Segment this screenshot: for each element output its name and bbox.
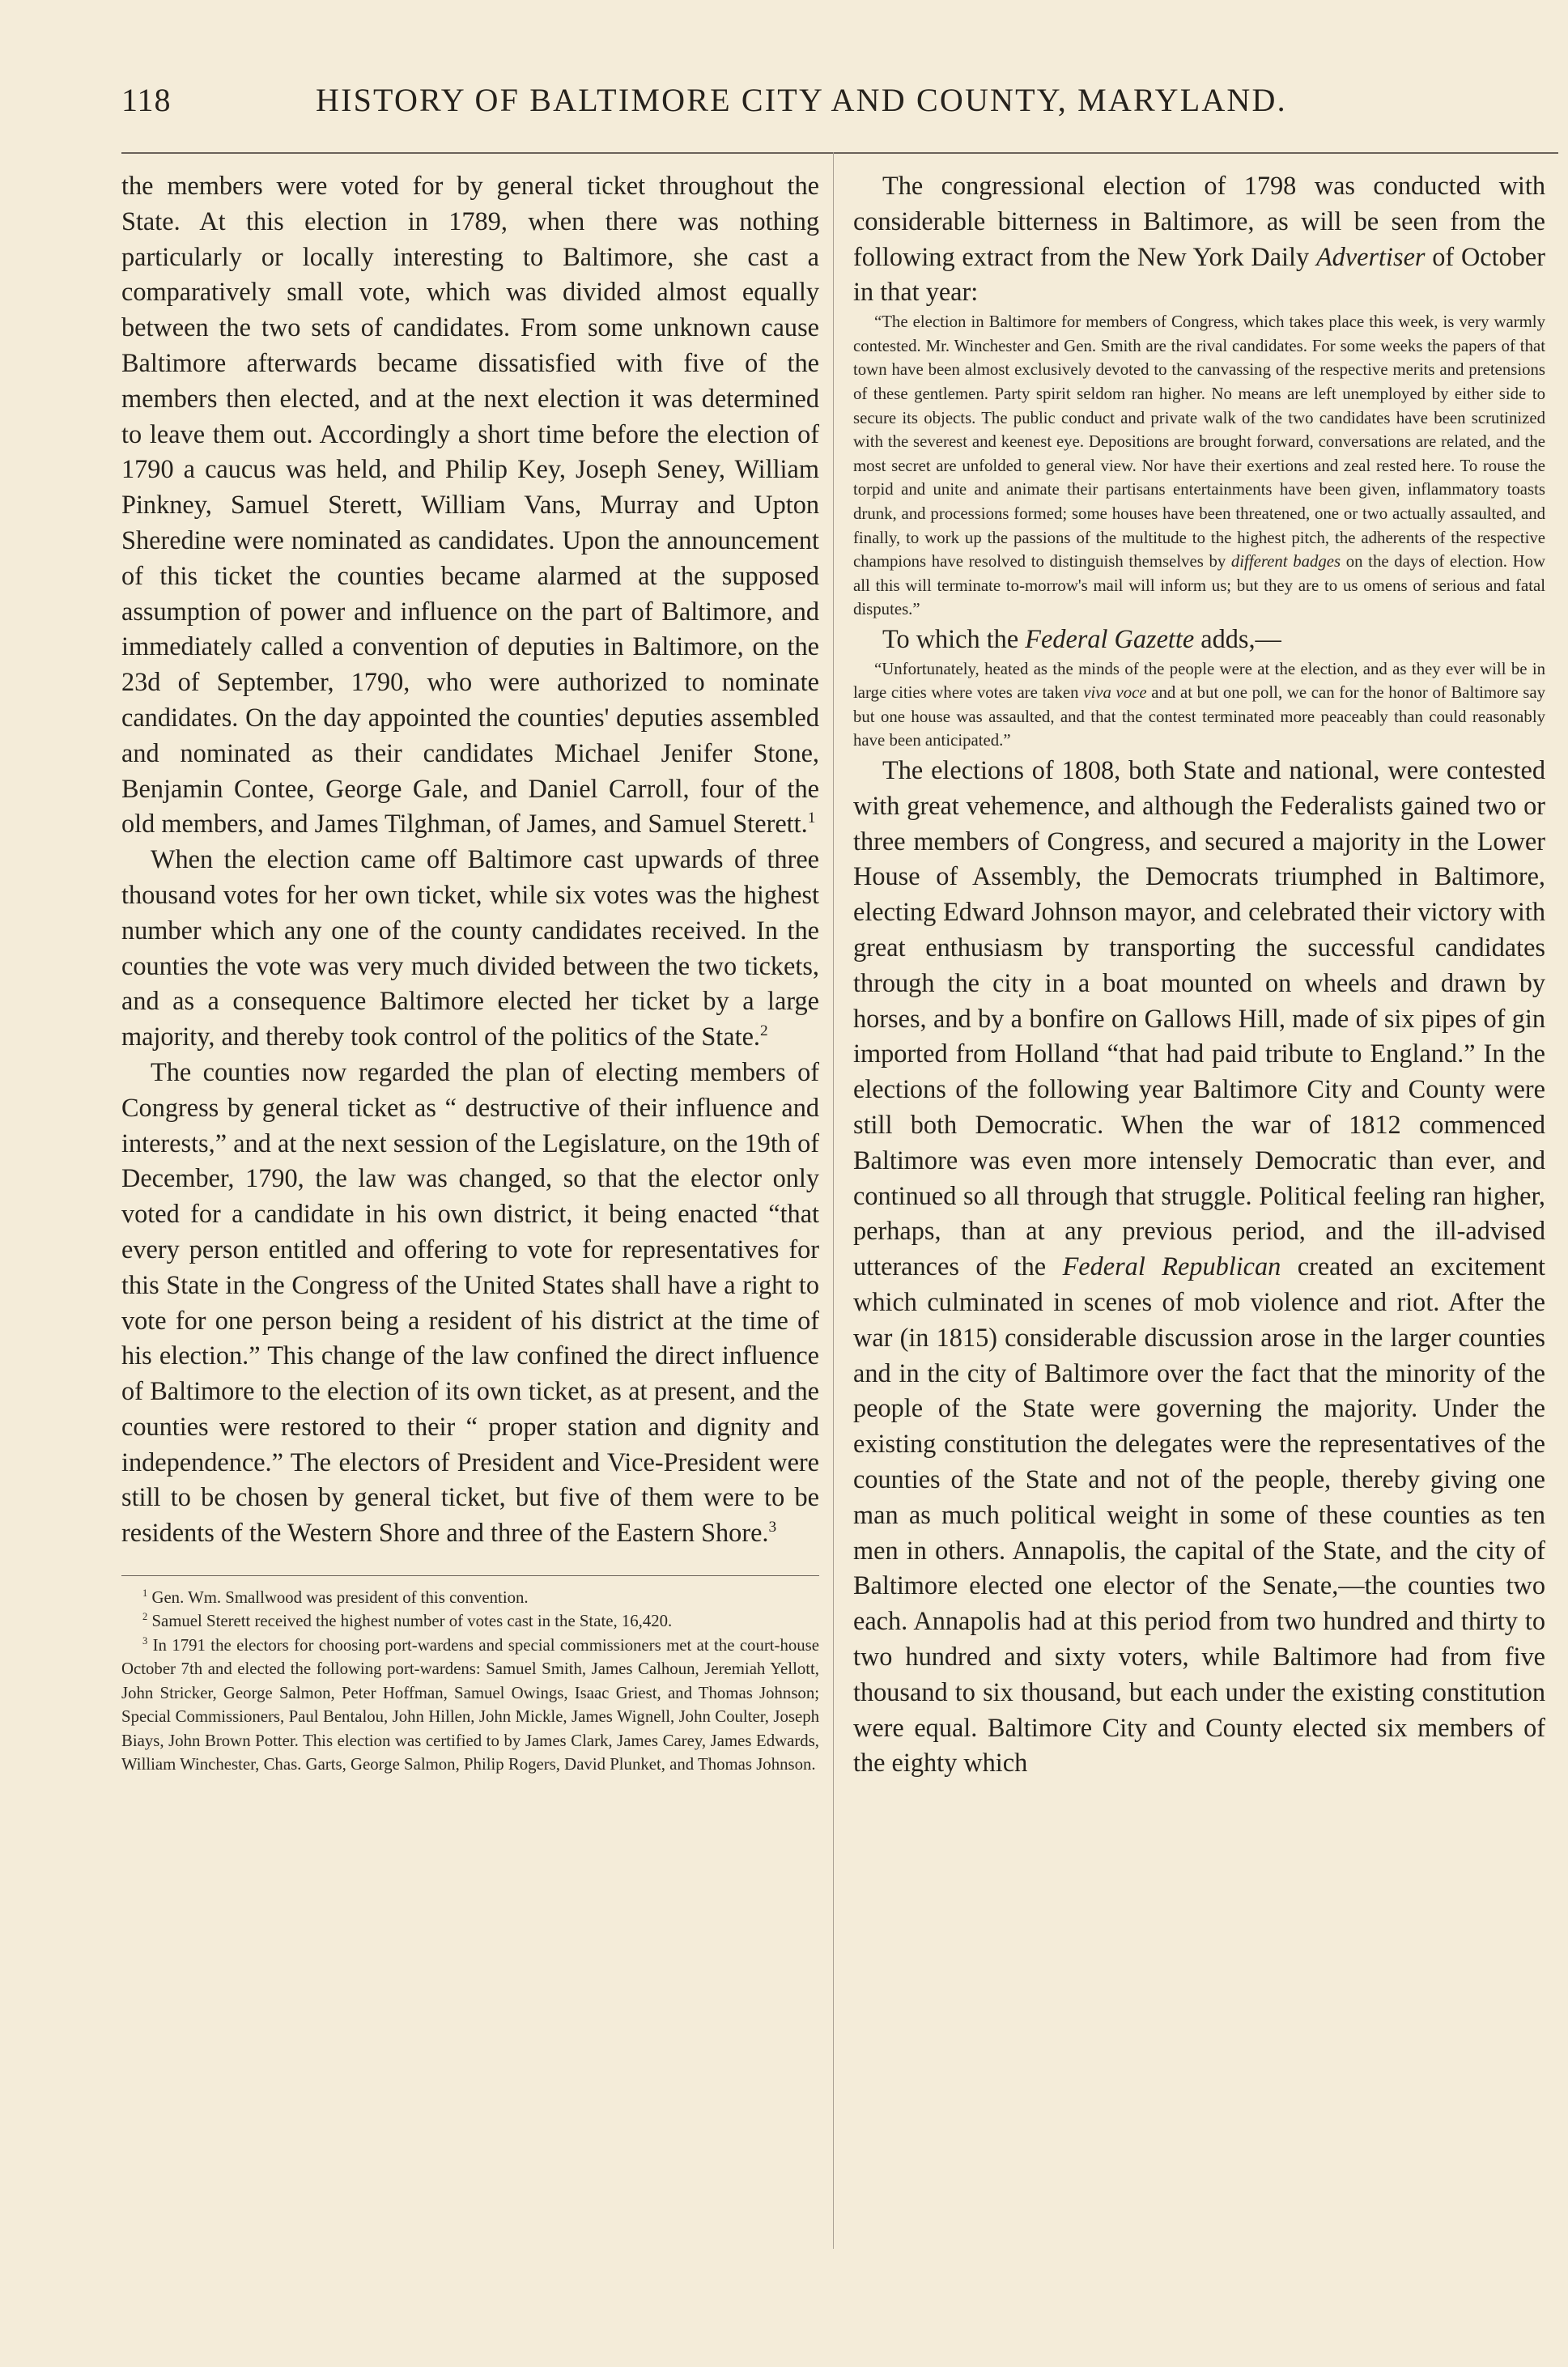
paragraph-text: The elections of 1808, both State and national, were contested with great vehemence, and although the Federalists gained two or three members of Congress, and secured a majority in the Lower House of Assembly, the Democrats triumphed in Baltimore, electing Edward Johnson mayor, and celebrated their victory with great enthusiasm by transporting the successful candidates through the city in a boat mounted on wheels and drawn by horses, and by a bonfire on Gallows Hill, made of six pipes of gin imported from Holland “that had paid tribute to England.” In the elections of the following year Baltimore City and County were still both Democratic. When the war of 1812 commenced Baltimore was even more intensely Democratic than ever, and continued so all through that struggle. Political feeling ran higher, perhaps, than at any previous period, and the ill-advised utterances of the — [853, 755, 1545, 1281]
paragraph — [853, 753, 1545, 1781]
paragraph-text: of October in that year: — [853, 241, 1545, 307]
column-divider — [833, 152, 834, 2249]
paragraph — [121, 1055, 819, 1551]
italic-phrase: viva voce — [1083, 683, 1147, 703]
paragraph-text: To which the — [882, 623, 1026, 653]
paragraph — [853, 168, 1545, 310]
paragraph-text: The counties now regarded the plan of electing members of Congress by general ticket as “ destructive of their influence and interests,” and at the next session of the Legislature, on the 19th of December, 1790, the law was changed, so that the elector only voted for a candidate in his own district, it being enacted “that every person entitled and offering to vote for representatives for this State in the Congress of the United States shall have a right to vote for one person being a resident of his district at the time of his election.” This change of the law confined the direct influence of Baltimore to the election of its own ticket, as at present, and the counties were restored to their “ proper station and dignity and independence.” The electors of President and Vice-President were still to be chosen by general ticket, but five of them were to be residents of the Western Shore and three of the Eastern Shore. — [121, 1056, 819, 1548]
paragraph — [121, 168, 819, 842]
italic-title: Advertiser — [1315, 241, 1426, 271]
paragraph-text: The congressional election of 1798 was conducted with considerable bitterness in Baltimore, as will be seen from the following extract from the New York Daily — [853, 171, 1545, 271]
page-header — [121, 81, 1514, 130]
paragraph — [853, 622, 1545, 657]
quote-text: “The election in Baltimore for members of Congress, which takes place this week, is very warmly contested. Mr. Winchester and Gen. Smith are the rival candidates. For some weeks the papers of that town have been almost exclusively devoted to the canvassing of the respective merits and pretensions of these gentlemen. Party spirit seldom ran higher. No means are left unemployed by either side to secure its objects. The public conduct and private walk of the two candidates have been scrutinized with the severest and keenest eye. Depositions are brought forward, conversations are related, and the most secret are unfolded to general view. Nor have their exertions and zeal rested here. To rouse the torpid and unite and animate their partisans entertainments have been given, inflammatory toasts drunk, and processions formed; some houses have been threatened, one or two actually assaulted, and finally, to work up the passions of the multitude to the highest pitch, the adherents of the respective champions have resolved to distinguish themselves by — [853, 312, 1545, 572]
running-title: HISTORY OF BALTIMORE CITY AND COUNTY, MARYLAND. — [316, 82, 1287, 118]
right-column — [853, 168, 1545, 1781]
footnote-text: Samuel Sterett received the highest number of votes cast in the State, 16,420. — [151, 1612, 673, 1631]
paragraph-text: created an excitement which culminated in scenes of mob violence and riot. After the war (in 1815) considerable discussion arose in the larger counties and in the city of Baltimore over the fact that the minority of the people of the State were governing the majority. Under the existing constitution the delegates were the representatives of the counties of the State and not of the people, thereby giving one man as much political weight in some of these counties as ten men in others. Annapolis, the capital of the State, and the city of Baltimore elected one elector of the Senate,—the counties two each. Annapolis had at this period from two hundred and thirty to two hundred and sixty voters, while Baltimore had from five thousand to six thousand, but each under the existing constitution were equal. Baltimore City and County elected six members of the eighty which — [853, 1251, 1545, 1778]
paragraph-text: the members were voted for by general ticket throughout the State. At this election in 1789, when there was nothing particularly or locally interesting to Baltimore, she cast a comparatively small vote, which was divided almost equally between the two sets of candidates. From some unknown cause Baltimore afterwards became dissatisfied with five of the members then elected, and at the next election it was determined to leave them out. Accordingly a short time before the election of 1790 a caucus was held, and Philip Key, Joseph Seney, William Pinkney, Samuel Sterett, William Vans, Murray and Upton Sheredine were nominated as candidates. Upon the announcement of this ticket the counties became alarmed at the supposed assumption of power and influence on the part of Baltimore, and immediately called a convention of deputies in Baltimore, on the 23d of September, 1790, who were authorized to nominate candidates. On the day appointed the counties' deputies assembled and nominated as their candidates Michael Jenifer Stone, Benjamin Contee, George Gale, and Daniel Carroll, four of the old members, and James Tilghman, of James, and Samuel Sterett. — [121, 171, 819, 839]
header-rule — [121, 152, 1558, 154]
quote-text: “Unfortunately, heated as the minds of the people were at the election, and as they ever will be in large cities where votes are taken — [853, 659, 1545, 703]
footnote-ref: 1 — [807, 810, 816, 827]
footnote-number: 2 — [142, 1611, 148, 1623]
block-quote — [853, 657, 1545, 753]
footnote-text: Gen. Wm. Smallwood was president of this convention. — [151, 1588, 529, 1608]
footnote — [121, 1609, 819, 1633]
quote-text: and at but one poll, we can for the honor of Baltimore say but one house was assaulted, and that the contest terminated more peaceably than could reasonably have been anticipated.” — [853, 683, 1545, 750]
footnote-rule — [121, 1575, 819, 1576]
italic-title: Federal Republican — [1062, 1251, 1281, 1281]
left-column — [121, 168, 819, 1776]
block-quote — [853, 310, 1545, 622]
footnote-number: 1 — [142, 1587, 148, 1600]
footnote — [121, 1634, 819, 1776]
italic-title: Federal Gazette — [1025, 623, 1195, 653]
italic-phrase: different badges — [1230, 552, 1341, 572]
quote-text: on the days of election. How all this will terminate to-morrow's mail will inform us; but they are to us omens of serious and fatal disputes.” — [853, 552, 1545, 619]
paragraph — [121, 842, 819, 1055]
paragraph-text: adds,— — [1194, 623, 1281, 653]
footnote-ref: 3 — [768, 1519, 777, 1536]
paragraph-text: When the election came off Baltimore cast upwards of three thousand votes for her own ticket, while six votes was the highest number which any one of the county candidates received. In the counties the vote was very much divided between the two tickets, and as a consequence Baltimore elected her ticket by a large majority, and thereby took control of the politics of the State. — [121, 844, 819, 1052]
footnote — [121, 1586, 819, 1609]
footnote-number: 3 — [142, 1634, 148, 1647]
footnote-ref: 2 — [760, 1022, 768, 1040]
page-number: 118 — [121, 82, 172, 118]
footnote-text: In 1791 the electors for choosing port-wardens and special commissioners met at the court-house October 7th and elected the following port-wardens: Samuel Smith, James Calhoun, Jeremiah Yellott, John Stricker, George Salmon, Peter Hoffman, Samuel Owings, Isaac Griest, and Thomas Johnson; Special Commissioners, Paul Bentalou, John Hillen, John Mickle, James Wignell, John Coulter, Joseph Biays, John Brown Potter. This election was certified to by James Clark, James Carey, James Edwards, William Winchester, Chas. Garts, George Salmon, Philip Rogers, David Plunket, and Thomas Johnson. — [121, 1635, 819, 1774]
